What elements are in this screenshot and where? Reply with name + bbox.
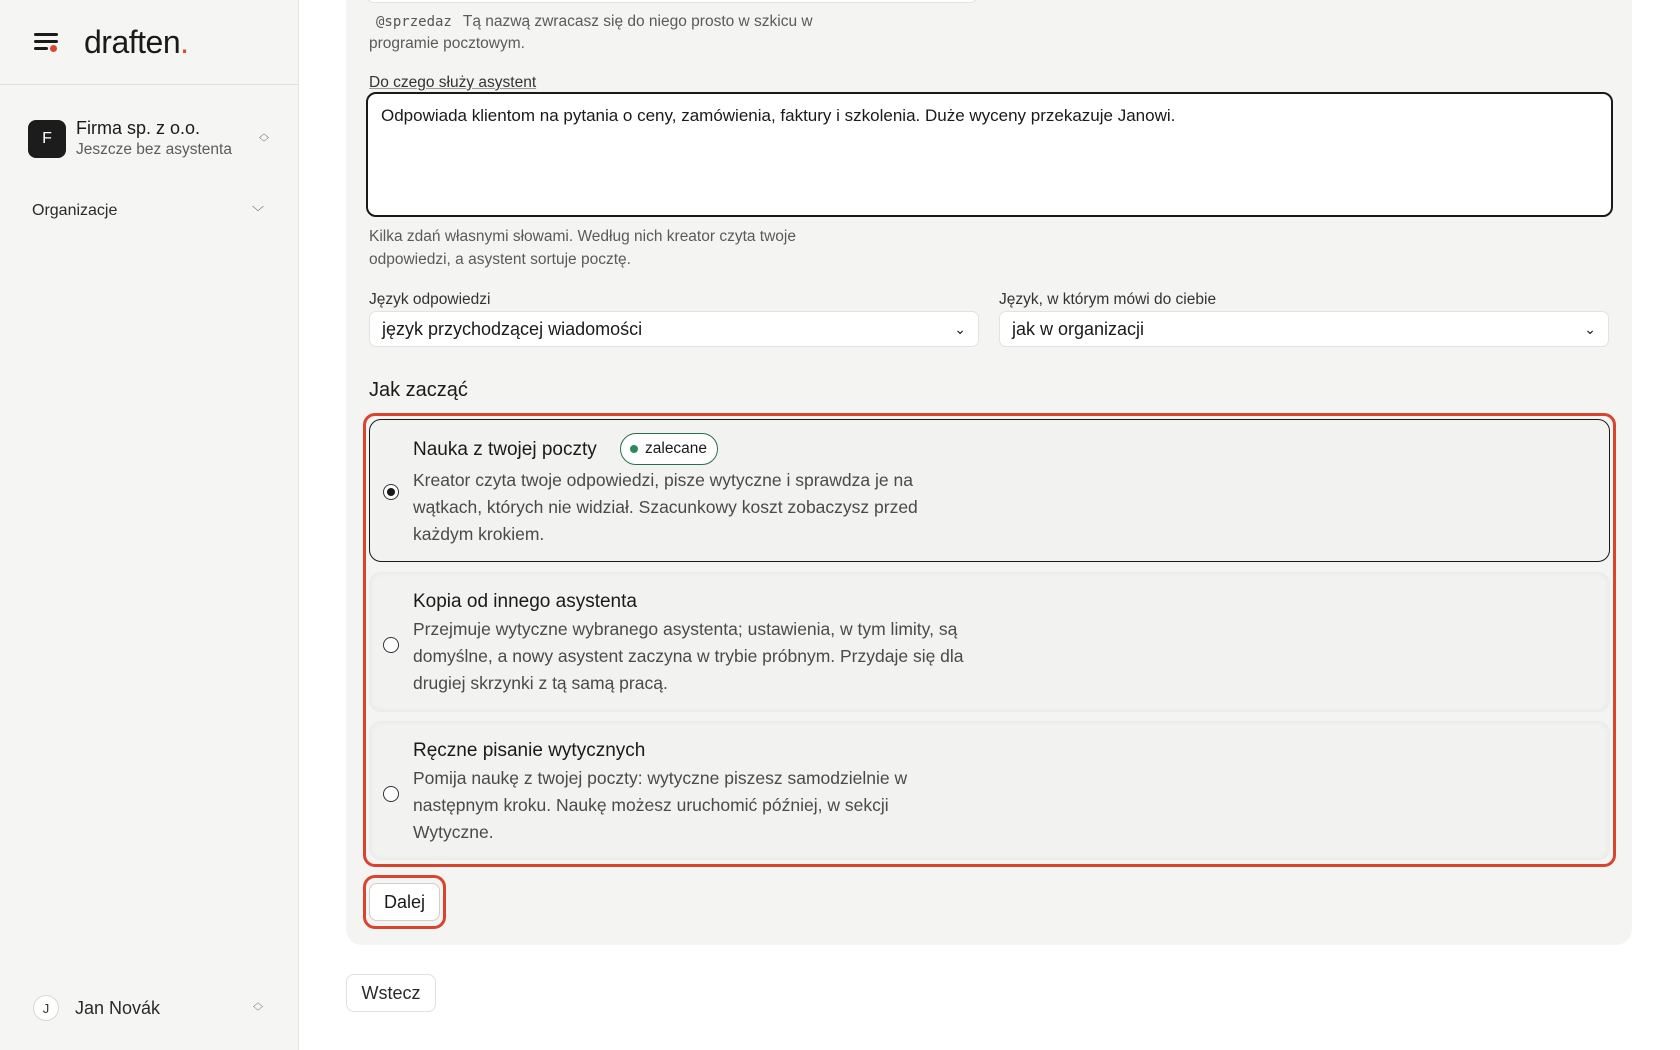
- section-title-start: Jak zacząć: [369, 379, 468, 401]
- badge-label: zalecane: [645, 440, 708, 457]
- option-description: Pomija naukę z twojej poczty: wytyczne piszesz samodzielnie w następnym kroku. Naukę możesz uruchomić później, w sekcji Wytyczne.: [413, 768, 908, 842]
- talk-language-select[interactable]: [999, 311, 1609, 347]
- alias-hint: [376, 10, 813, 34]
- sidebar-header: [0, 0, 298, 85]
- sidebar: [0, 0, 299, 1050]
- logo[interactable]: draften.: [84, 23, 189, 60]
- dot-icon: [630, 445, 638, 453]
- reply-language-value: język przychodzącej wiadomości: [382, 318, 643, 339]
- option-title: Nauka z twojej poczty: [413, 439, 597, 460]
- user-menu[interactable]: [33, 993, 265, 1023]
- sidebar-item-organizations[interactable]: [32, 198, 264, 224]
- option-learn-from-mail[interactable]: [369, 419, 1610, 562]
- option-manual-guidelines[interactable]: [369, 721, 1610, 860]
- radio-copy-assistant[interactable]: [383, 637, 399, 653]
- alias-hint-line2: programie pocztowym.: [369, 35, 525, 52]
- option-copy-assistant[interactable]: [369, 572, 1610, 712]
- purpose-hint-line1: Kilka zdań własnymi słowami. Według nich kreator czyta twoje: [369, 228, 796, 245]
- org-name: Firma sp. z o.o.: [76, 118, 201, 138]
- user-avatar: J: [33, 995, 59, 1021]
- alias-input[interactable]: [366, 0, 978, 3]
- chevron-up-down-icon: ︿ ﹀: [259, 129, 269, 149]
- next-button[interactable]: Dalej: [369, 883, 440, 921]
- chevron-down-icon: ⌄: [1584, 320, 1596, 337]
- option-title: Kopia od innego asystenta: [413, 591, 637, 612]
- alias-hint-line1: Tą nazwą zwracasz się do niego prosto w szkicu w: [462, 13, 813, 30]
- talk-language-label: Język, w którym mówi do ciebie: [999, 291, 1217, 308]
- purpose-hint-line2: odpowiedzi, a asystent sortuje pocztę.: [369, 251, 631, 268]
- alias-code: @sprzedaz: [376, 14, 452, 30]
- user-name: Jan Novák: [75, 997, 161, 1018]
- reply-language-label: Język odpowiedzi: [369, 291, 491, 308]
- org-avatar: F: [28, 120, 66, 158]
- chevron-down-icon: ⌄: [954, 320, 966, 337]
- chevron-down-icon: ﹀: [251, 204, 264, 219]
- radio-learn-from-mail[interactable]: [383, 484, 399, 500]
- org-switcher[interactable]: [28, 112, 271, 166]
- purpose-label: Do czego służy asystent: [369, 74, 537, 91]
- purpose-textarea[interactable]: [366, 92, 1613, 217]
- reply-language-select[interactable]: [369, 311, 979, 347]
- talk-language-value: jak w organizacji: [1012, 318, 1145, 339]
- chevron-up-down-icon: ︿ ﹀: [253, 998, 263, 1018]
- recommended-badge: [620, 433, 718, 465]
- radio-manual-guidelines[interactable]: [383, 786, 399, 802]
- option-title: Ręczne pisanie wytycznych: [413, 740, 646, 761]
- back-button[interactable]: Wstecz: [346, 974, 436, 1012]
- menu-icon[interactable]: [32, 29, 62, 55]
- org-subtitle: Jeszcze bez asystenta: [76, 141, 232, 158]
- option-description: Kreator czyta twoje odpowiedzi, pisze wytyczne i sprawdza je na wątkach, których nie widział. Szacunkowy koszt zobaczysz przed każdym krokiem.: [413, 470, 918, 544]
- option-description: Przejmuje wytyczne wybranego asystenta; ustawienia, w tym limity, są domyślne, a nowy asystent zaczyna w trybie próbnym. Przydaje się dla drugiej skrzynki z tą samą pracą.: [413, 619, 964, 693]
- sidebar-item-label: Organizacje: [32, 202, 118, 219]
